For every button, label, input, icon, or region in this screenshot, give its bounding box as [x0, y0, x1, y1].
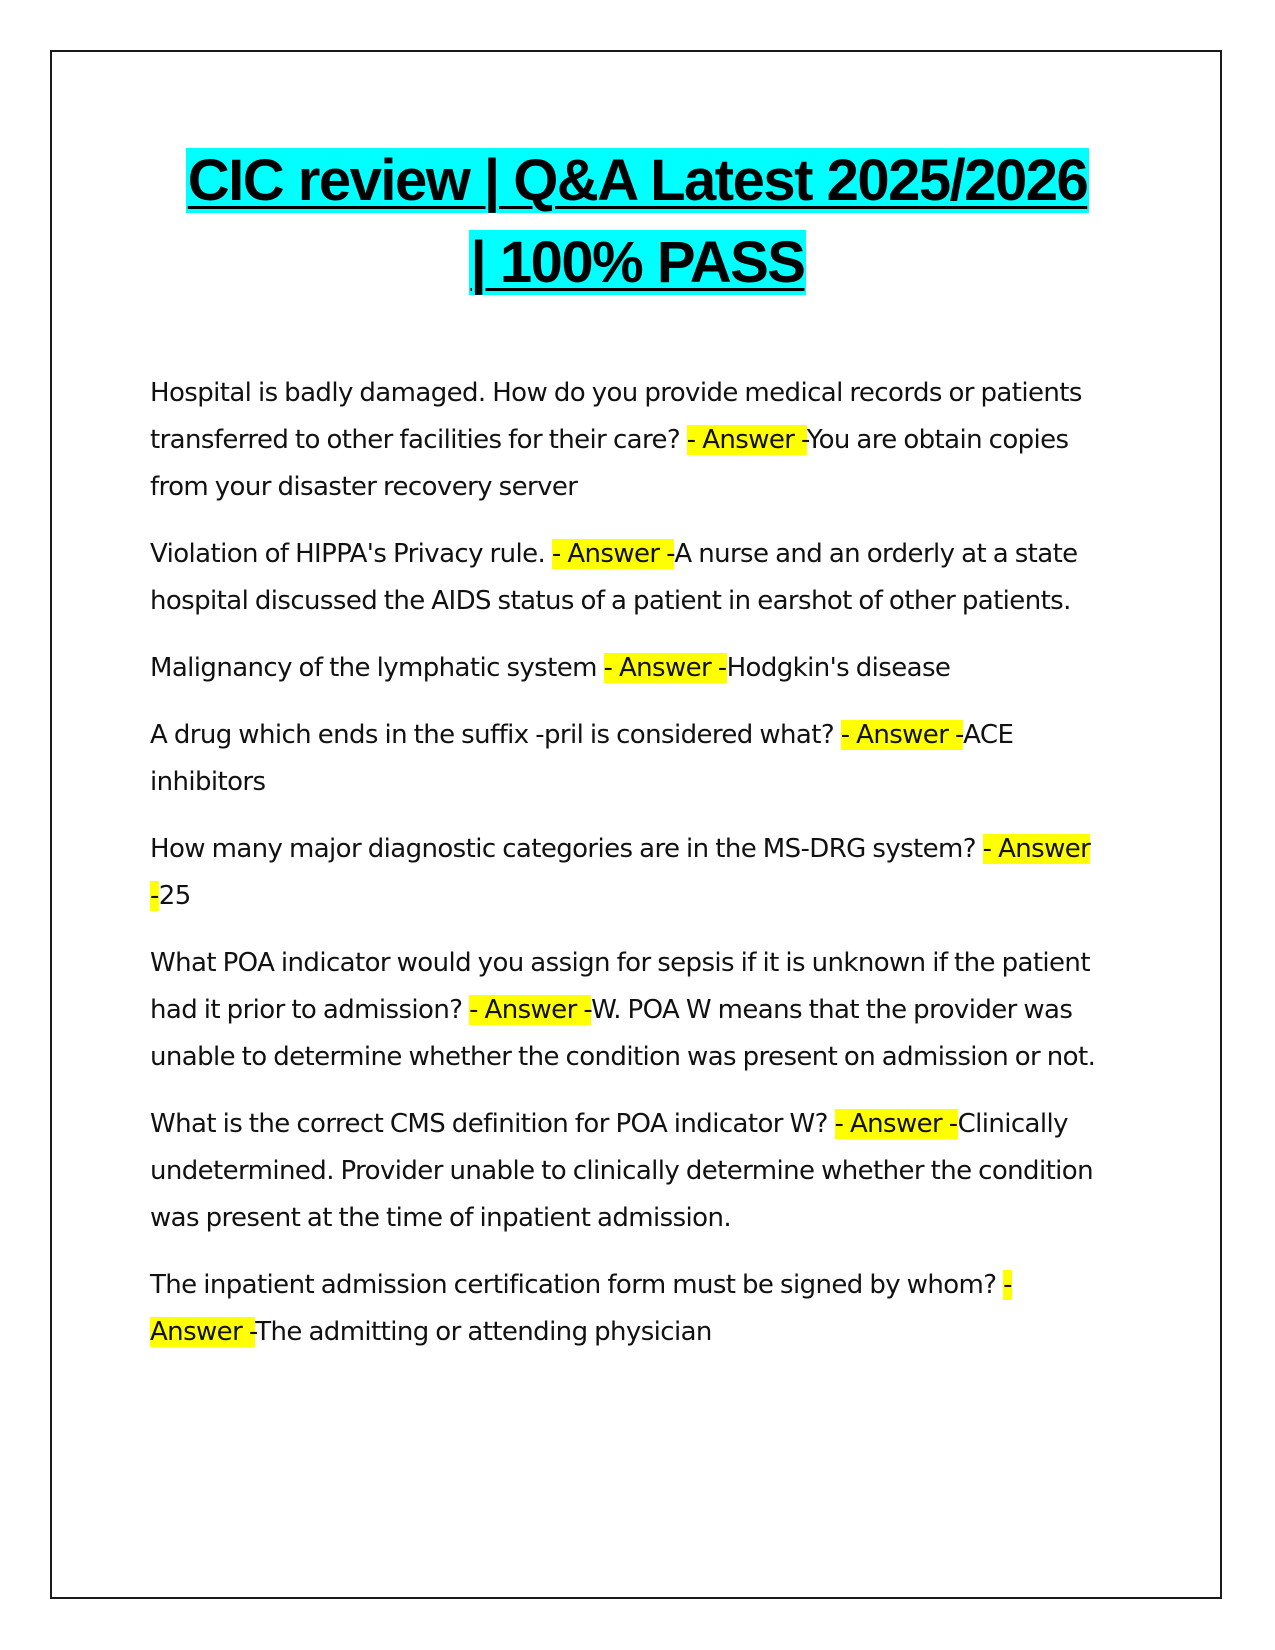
question-text: A drug which ends in the suffix -pril is considered what?: [150, 720, 841, 750]
title-line-2: | 100% PASS: [470, 230, 805, 295]
document-title: [110, 140, 1165, 304]
qa-list: [150, 370, 1110, 1376]
question-text: Violation of HIPPA's Privacy rule.: [150, 539, 552, 569]
answer-text: The admitting or attending physician: [255, 1317, 712, 1347]
question-text: How many major diagnostic categories are in the MS-DRG system?: [150, 834, 983, 864]
answer-marker: - Answer -: [686, 425, 807, 455]
answer-marker: - Answer -: [469, 995, 592, 1025]
title-line-1: CIC review | Q&A Latest 2025/2026: [187, 148, 1088, 213]
answer-text: Clinically undetermined. Provider unable to clinically determine whether the condition was present at the time of inpatient admission.: [150, 1109, 1093, 1233]
answer-text: ACE inhibitors: [150, 720, 1014, 797]
qa-item-1: [150, 370, 1110, 511]
qa-item-7: [150, 1101, 1110, 1242]
answer-marker: - Answer -: [150, 1270, 1012, 1347]
qa-item-2: [150, 531, 1110, 625]
answer-text: Hodgkin's disease: [726, 653, 951, 683]
answer-marker: - Answer -: [150, 834, 1091, 911]
qa-item-4: [150, 712, 1110, 806]
question-text: Hospital is badly damaged. How do you provide medical records or patients transferred to other facilities for their care?: [150, 378, 1082, 455]
question-text: What POA indicator would you assign for sepsis if it is unknown if the patient had it prior to admission?: [150, 948, 1090, 1025]
answer-text: A nurse and an orderly at a state hospital discussed the AIDS status of a patient in earshot of other patients.: [150, 539, 1078, 616]
question-text: Malignancy of the lymphatic system: [150, 653, 604, 683]
answer-text: W. POA W means that the provider was unable to determine whether the condition was present on admission or not.: [150, 995, 1096, 1072]
answer-text: You are obtain copies from your disaster recovery server: [150, 425, 1069, 502]
question-text: The inpatient admission certification form must be signed by whom?: [150, 1270, 1004, 1300]
answer-marker: - Answer -: [551, 539, 675, 569]
answer-marker: - Answer -: [603, 653, 727, 683]
qa-item-8: [150, 1262, 1110, 1356]
answer-text: 25: [158, 881, 191, 911]
qa-item-5: [150, 826, 1110, 920]
answer-marker: - Answer -: [840, 720, 964, 750]
answer-marker: - Answer -: [834, 1109, 958, 1139]
question-text: What is the correct CMS definition for POA indicator W?: [150, 1109, 835, 1139]
qa-item-6: [150, 940, 1110, 1081]
qa-item-3: [150, 645, 1110, 692]
